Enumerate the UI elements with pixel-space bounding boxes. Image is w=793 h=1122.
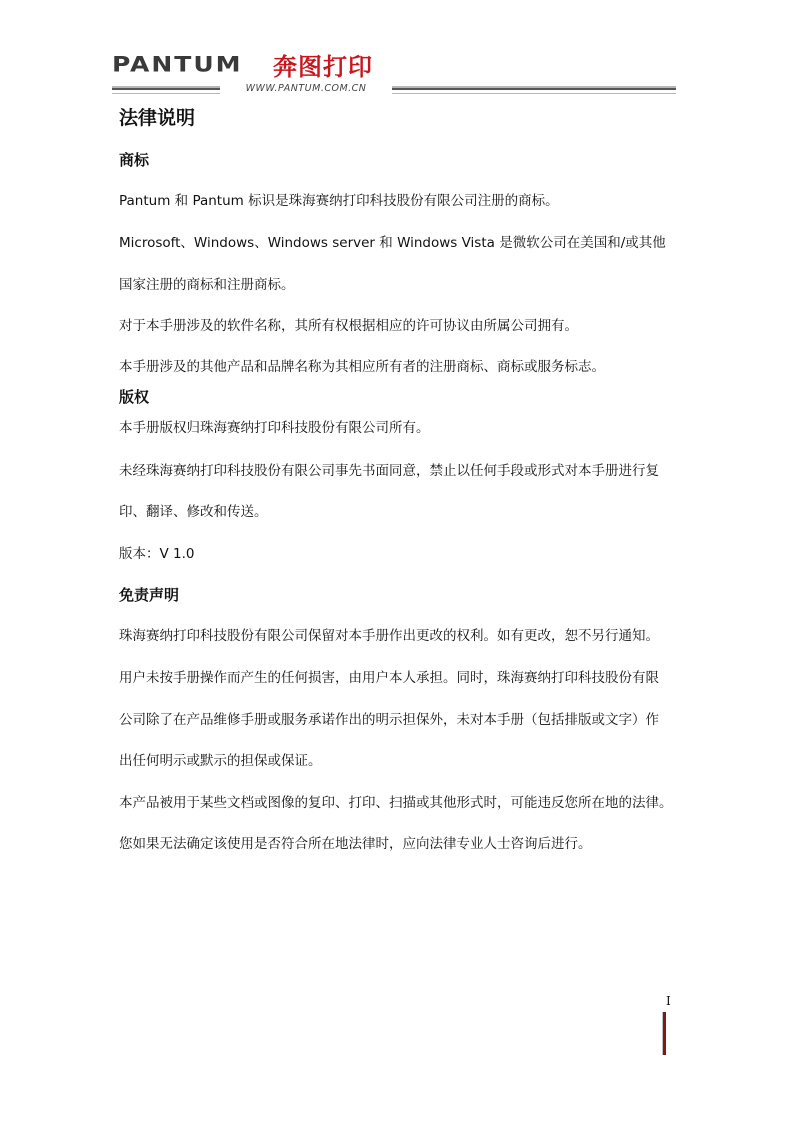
trademark-line: Pantum 和 Pantum 标识是珠海赛纳打印科技股份有限公司注册的商标。 [119, 193, 559, 209]
pantum-logo-chinese: 奔图打印 [273, 53, 373, 81]
page-number: I [666, 994, 671, 1008]
disclaimer-line: 珠海赛纳打印科技股份有限公司保留对本手册作出更改的权利。如有更改，恕不另行通知。 [119, 628, 659, 644]
disclaimer-heading: 免责声明 [119, 586, 180, 604]
trademark-line: 国家注册的商标和注册商标。 [119, 277, 295, 293]
disclaimer-line: 本产品被用于某些文档或图像的复印、打印、扫描或其他形式时，可能违反您所在地的法律。 [119, 795, 673, 811]
header-rule-left-dark [112, 88, 220, 90]
trademark-line: 本手册涉及的其他产品和品牌名称为其相应所有者的注册商标、商标或服务标志。 [119, 359, 605, 375]
document-title: 法律说明 [119, 107, 196, 129]
pantum-logo-text: PANTUM [112, 52, 243, 77]
copyright-heading: 版权 [119, 388, 150, 406]
trademark-line: 对于本手册涉及的软件名称，其所有权根据相应的许可协议由所属公司拥有。 [119, 318, 578, 334]
copyright-line: 未经珠海赛纳打印科技股份有限公司事先书面同意，禁止以任何手段或形式对本手册进行复 [119, 463, 659, 479]
page-number-bar [662, 1012, 666, 1055]
disclaimer-line: 您如果无法确定该使用是否符合所在地法律时，应向法律专业人士咨询后进行。 [119, 836, 592, 852]
trademark-heading: 商标 [119, 151, 150, 169]
copyright-line: 印、翻译、修改和传送。 [119, 504, 268, 520]
disclaimer-line: 出任何明示或默示的担保或保证。 [119, 753, 322, 769]
copyright-line: 本手册版权归珠海赛纳打印科技股份有限公司所有。 [119, 420, 430, 436]
disclaimer-line: 用户未按手册操作而产生的任何损害，由用户本人承担。同时，珠海赛纳打印科技股份有限 [119, 670, 659, 686]
header-website: WWW.PANTUM.COM.CN [245, 83, 367, 94]
version-line: 版本：V 1.0 [119, 546, 195, 562]
trademark-line: Microsoft、Windows、Windows server 和 Windows Vista 是微软公司在美国和/或其他 [119, 235, 666, 251]
page-header [0, 0, 793, 100]
disclaimer-line: 公司除了在产品维修手册或服务承诺作出的明示担保外，未对本手册（包括排版或文字）作 [119, 712, 659, 728]
header-rule-right-dark [392, 88, 676, 90]
